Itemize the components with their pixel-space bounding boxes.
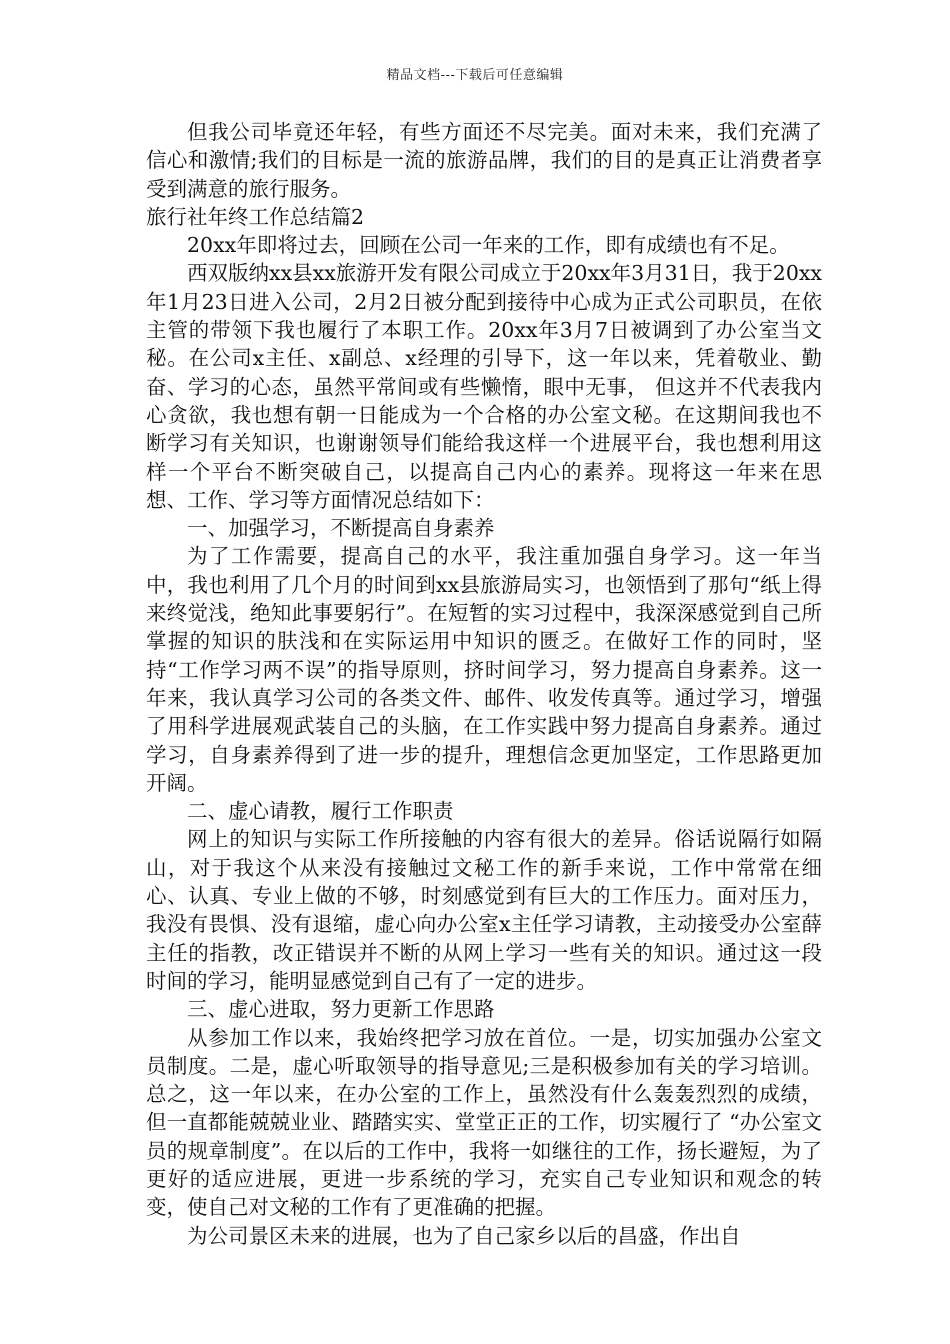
paragraph-intro: 20xx年即将过去，回顾在公司一年来的工作，即有成绩也有不足。: [187, 233, 790, 258]
paragraph-progress: 从参加工作以来，我始终把学习放在首位。一是，切实加强办公室文员制度。二是，虚心听取领导的指导意见;三是积极参加有关的学习培训。总之，这一年以来，在办公室的工作上，虽然没有什么轰轰烈烈的成绩，但一直都能兢兢业业、踏踏实实、堂堂正正的工作，切实履行了 “办公室文员的规章制度”。在以后的工作中，我将一如继往的工作，扬长避短，为了更好的适应进展，更进一步系统的学习，充实自己专业知识和观念的转变，使自己对文秘的工作有了更准确的把握。: [146, 1025, 822, 1220]
paragraph-closing-remarks: 但我公司毕竟还年轻，有些方面还不尽完美。面对未来，我们充满了信心和激情;我们的目标是一流的旅游品牌，我们的目的是真正让消费者享受到满意的旅行服务。: [146, 120, 822, 201]
section-title: 旅行社年终工作总结篇2: [146, 204, 365, 229]
paragraph-background: 西双版纳xx县xx旅游开发有限公司成立于20xx年3月31日，我于20xx年1月23日进入公司，2月2日被分配到接待中心成为正式公司职员，在依主管的带领下我也履行了本职工作。20xx年3月7日被调到了办公室当文秘。在公司x主任、x副总、x经理的引导下，这一年以来，凭着敬业、勤奋、学习的心态，虽然平常间或有些懒惰，眼中无事， 但这并不代表我内心贪欲，我也想有朝一日能成为一个合格的办公室文秘。在这期间我也不断学习有关知识，也谢谢领导们能给我这样一个进展平台，我也想利用这样一个平台不断突破自己，以提高自己内心的素养。现将这一年来在思想、工作、学习等方面情况总结如下：: [146, 261, 822, 512]
paragraph-future: 为公司景区未来的进展，也为了自己家乡以后的昌盛，作出自: [187, 1223, 741, 1248]
document-body: [146, 118, 822, 1250]
heading-two: 二、虚心请教，履行工作职责: [187, 799, 454, 824]
heading-one: 一、加强学习，不断提高自身素养: [187, 516, 495, 541]
paragraph-study: 为了工作需要，提高自己的水平，我注重加强自身学习。这一年当中，我也利用了几个月的时间到xx县旅游局实习，也领悟到了那句“纸上得来终觉浅，绝知此事要躬行”。在短暂的实习过程中，我深深感觉到自己所掌握的知识的肤浅和在实际运用中知识的匮乏。在做好工作的同时，坚持“工作学习两不误”的指导原则，挤时间学习，努力提高自身素养。这一年来，我认真学习公司的各类文件、邮件、收发传真等。通过学习，增强了用科学进展观武装自己的头脑，在工作实践中努力提高自身素养。通过学习，自身素养得到了进一步的提升，理想信念更加坚定，工作思路更加开阔。: [146, 544, 822, 795]
page-header: 精品文档---下载后可任意编辑: [386, 68, 564, 83]
heading-three: 三、虚心进取，努力更新工作思路: [187, 997, 495, 1022]
paragraph-consult: 网上的知识与实际工作所接触的内容有很大的差异。俗话说隔行如隔山，对于我这个从来没有接触过文秘工作的新手来说，工作中常常在细心、认真、专业上做的不够，时刻感觉到有巨大的工作压力。面对压力，我没有畏惧、没有退缩，虚心向办公室x主任学习请教，主动接受办公室薛主任的指教，改正错误并不断的从网上学习一些有关的知识。通过这一段时间的学习，能明显感觉到自己有了一定的进步。: [146, 827, 822, 993]
